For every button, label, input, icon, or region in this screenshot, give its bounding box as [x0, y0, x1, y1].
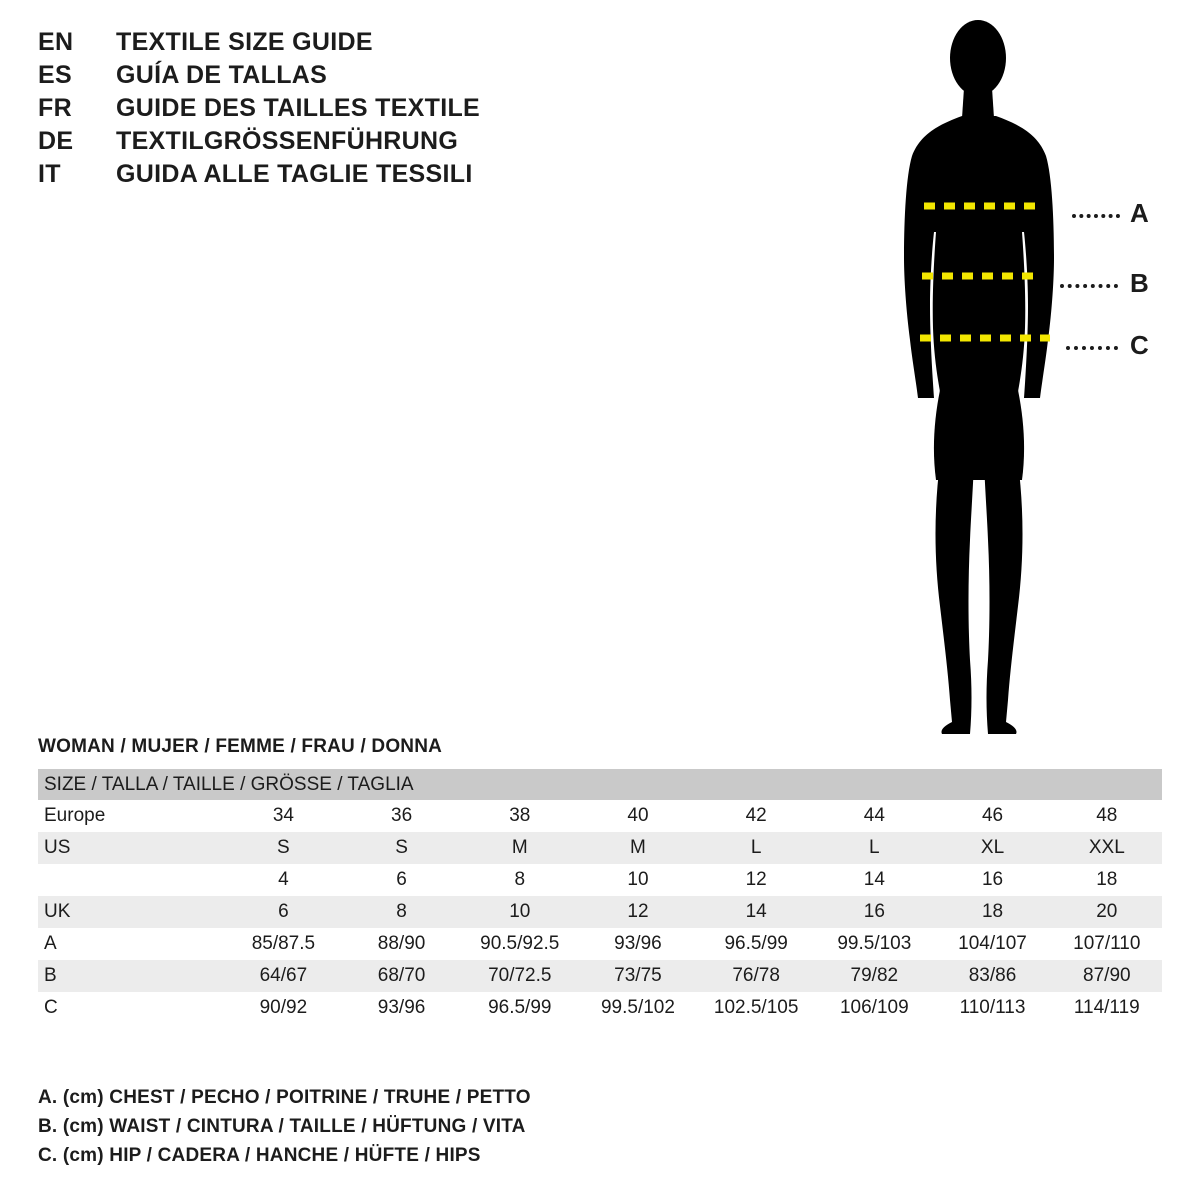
table-cell: 10 [579, 864, 697, 896]
table-row [38, 800, 1162, 832]
table-header-label: SIZE / TALLA / TAILLE / GRÖSSE / TAGLIA [38, 769, 1162, 800]
row-label: C [38, 992, 224, 1024]
table-cell: 46 [933, 800, 1051, 832]
table-cell: 83/86 [933, 960, 1051, 992]
table-cell: 96.5/99 [697, 928, 815, 960]
title-text-it: GUIDA ALLE TAGLIE TESSILI [116, 160, 473, 188]
legend-line-b: B. (cm) WAIST / CINTURA / TAILLE / HÜFTUNG / VITA [38, 1116, 526, 1137]
table-cell: 106/109 [815, 992, 933, 1024]
table-cell: 18 [1052, 864, 1162, 896]
table-cell: 42 [697, 800, 815, 832]
table-cell: 88/90 [342, 928, 460, 960]
table-cell: 87/90 [1052, 960, 1162, 992]
row-label: US [38, 832, 224, 864]
legend [38, 1087, 738, 1174]
table-cell: 90.5/92.5 [461, 928, 579, 960]
table-cell: 16 [933, 864, 1051, 896]
row-label: A [38, 928, 224, 960]
leader-line-a [1072, 214, 1120, 218]
title-lang-de: DE [38, 127, 74, 155]
legend-line-c: C. (cm) HIP / CADERA / HANCHE / HÜFTE / HIPS [38, 1145, 481, 1166]
title-lang-es: ES [38, 61, 72, 89]
table-cell: 12 [579, 896, 697, 928]
table-cell: 93/96 [342, 992, 460, 1024]
table-row [38, 832, 1162, 864]
table-cell: 48 [1052, 800, 1162, 832]
table-cell: 85/87.5 [224, 928, 342, 960]
table-cell: S [224, 832, 342, 864]
row-label: UK [38, 896, 224, 928]
table-cell: 10 [461, 896, 579, 928]
table-cell: 20 [1052, 896, 1162, 928]
table-cell: 12 [697, 864, 815, 896]
title-row-de [38, 127, 598, 160]
table-cell: 90/92 [224, 992, 342, 1024]
marker-label-a: A [1130, 198, 1149, 228]
title-text-de: TEXTILGRÖSSENFÜHRUNG [116, 127, 459, 155]
table-cell: 36 [342, 800, 460, 832]
title-lang-it: IT [38, 160, 61, 188]
table-cell: 96.5/99 [461, 992, 579, 1024]
table-cell: XXL [1052, 832, 1162, 864]
marker-label-b: B [1130, 268, 1149, 298]
table-cell: 6 [342, 864, 460, 896]
title-text-fr: GUIDE DES TAILLES TEXTILE [116, 94, 481, 122]
title-lang-en: EN [38, 28, 74, 56]
title-row-es [38, 61, 598, 94]
table-cell: 70/72.5 [461, 960, 579, 992]
table-cell: 79/82 [815, 960, 933, 992]
table-row [38, 896, 1162, 928]
woman-silhouette-icon [860, 10, 1190, 750]
section-heading: WOMAN / MUJER / FEMME / FRAU / DONNA [38, 736, 443, 757]
table-cell: 68/70 [342, 960, 460, 992]
table-row [38, 864, 1162, 896]
leader-line-c [1066, 346, 1118, 350]
size-table [38, 769, 1162, 1024]
table-cell: L [815, 832, 933, 864]
table-cell: 104/107 [933, 928, 1051, 960]
table-header-row [38, 769, 1162, 800]
title-row-fr [38, 94, 598, 127]
table-cell: 99.5/102 [579, 992, 697, 1024]
table-cell: 4 [224, 864, 342, 896]
table-row [38, 992, 1162, 1024]
table-cell: 102.5/105 [697, 992, 815, 1024]
title-row-it [38, 160, 598, 193]
table-cell: M [461, 832, 579, 864]
table-cell: 40 [579, 800, 697, 832]
table-cell: 16 [815, 896, 933, 928]
row-label: Europe [38, 800, 224, 832]
table-cell: M [579, 832, 697, 864]
table-row [38, 960, 1162, 992]
size-table-section [38, 736, 1162, 1024]
table-cell: 38 [461, 800, 579, 832]
table-cell: 14 [697, 896, 815, 928]
title-block [38, 28, 598, 193]
title-row-en [38, 28, 598, 61]
title-lang-fr: FR [38, 94, 72, 122]
table-cell: L [697, 832, 815, 864]
title-text-es: GUÍA DE TALLAS [116, 61, 328, 89]
table-cell: 64/67 [224, 960, 342, 992]
table-cell: 34 [224, 800, 342, 832]
table-cell: 8 [342, 896, 460, 928]
figure-area [860, 10, 1190, 750]
table-cell: S [342, 832, 460, 864]
table-cell: 18 [933, 896, 1051, 928]
table-cell: 114/119 [1052, 992, 1162, 1024]
table-cell: 73/75 [579, 960, 697, 992]
table-cell: 8 [461, 864, 579, 896]
table-cell: 14 [815, 864, 933, 896]
table-cell: 107/110 [1052, 928, 1162, 960]
leader-line-b [1060, 284, 1118, 288]
legend-line-a: A. (cm) CHEST / PECHO / POITRINE / TRUHE / PETTO [38, 1087, 531, 1108]
table-cell: 76/78 [697, 960, 815, 992]
table-cell: 6 [224, 896, 342, 928]
table-cell: 44 [815, 800, 933, 832]
table-cell: 110/113 [933, 992, 1051, 1024]
table-cell: 93/96 [579, 928, 697, 960]
table-cell: XL [933, 832, 1051, 864]
title-text-en: TEXTILE SIZE GUIDE [116, 28, 373, 56]
table-cell: 99.5/103 [815, 928, 933, 960]
marker-label-c: C [1130, 330, 1149, 360]
row-label [38, 864, 224, 896]
table-row [38, 928, 1162, 960]
row-label: B [38, 960, 224, 992]
